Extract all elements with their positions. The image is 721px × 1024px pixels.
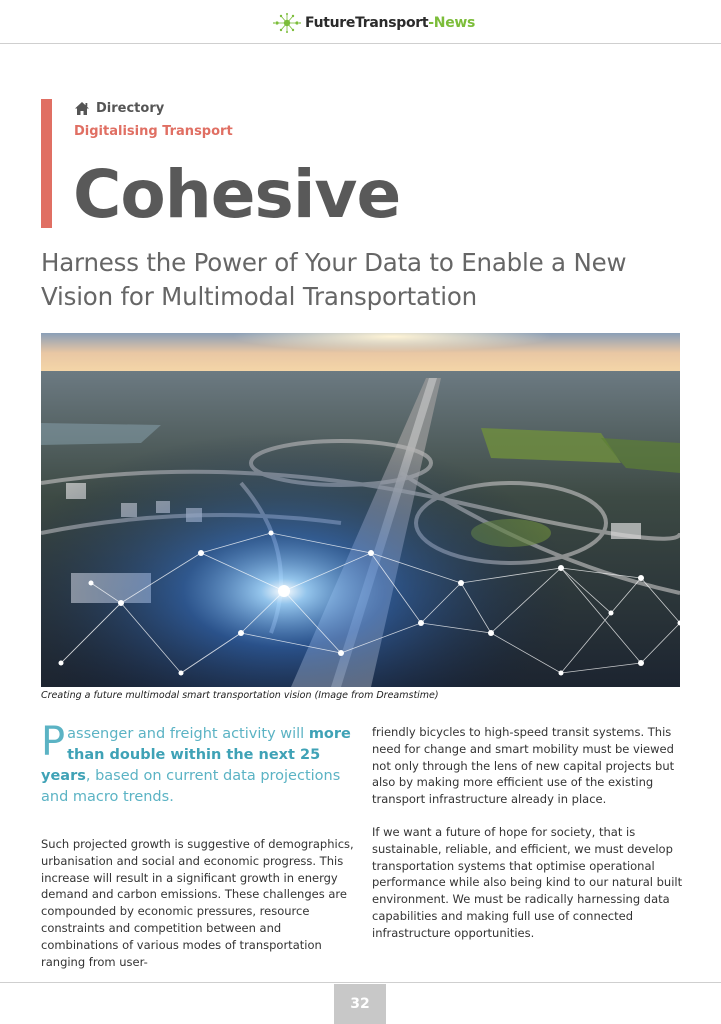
lead-part-1: assenger and freight activity will xyxy=(67,726,309,742)
article-headline: Harness the Power of Your Data to Enable a New Vision for Multimodal Transportation xyxy=(41,248,627,311)
brand-name xyxy=(305,15,475,31)
breadcrumb[interactable] xyxy=(74,101,164,116)
column-left xyxy=(41,719,359,970)
image-caption: Creating a future multimodal smart transportation vision (Image from Dreamstime) xyxy=(41,690,439,701)
accent-bar xyxy=(41,99,52,228)
page-number: 32 xyxy=(334,984,386,1024)
body-paragraph-1: Such projected growth is suggestive of demographics, urbanisation and social and economic progress. This increase will result in a significant growth in energy demand and carbon emissions. These challenges are compounded by economic pressures, resource constraints and competition between and combinations of various modes of transportation ranging from user- xyxy=(41,837,354,969)
brand-logo[interactable] xyxy=(272,12,475,34)
breadcrumb-directory: Directory xyxy=(96,101,165,116)
page-header xyxy=(0,0,721,44)
brand-main: FutureTransport xyxy=(305,15,429,31)
home-icon xyxy=(74,101,90,116)
hero-image xyxy=(41,333,680,687)
body-paragraph-3: If we want a future of hope for society, that is sustainable, reliable, and efficient, we must develop transportation systems that optimise operational performance while also being kind to our natural built environment. We must be radically harnessing data capabilities and making full use of connected infrastructure opportunities. xyxy=(372,824,683,940)
lead-strong: more than double within the next 25 years xyxy=(41,726,351,784)
column-right xyxy=(372,724,692,942)
page-title: Cohesive xyxy=(73,156,401,233)
body-paragraph-2: friendly bicycles to high-speed transit systems. This need for change and smart mobility must be viewed not only through the lens of new capital projects but also by making more efficient use of the existing transport infrastructure already in place. xyxy=(372,725,675,807)
category-label[interactable]: Digitalising Transport xyxy=(74,124,233,139)
lead-part-2: , based on current data projections and macro trends. xyxy=(41,768,341,805)
lead-paragraph xyxy=(41,719,359,808)
drop-cap: P xyxy=(41,719,66,765)
footer-divider xyxy=(0,982,721,983)
brand-accent: -News xyxy=(428,15,476,31)
network-logo-icon xyxy=(272,12,302,34)
